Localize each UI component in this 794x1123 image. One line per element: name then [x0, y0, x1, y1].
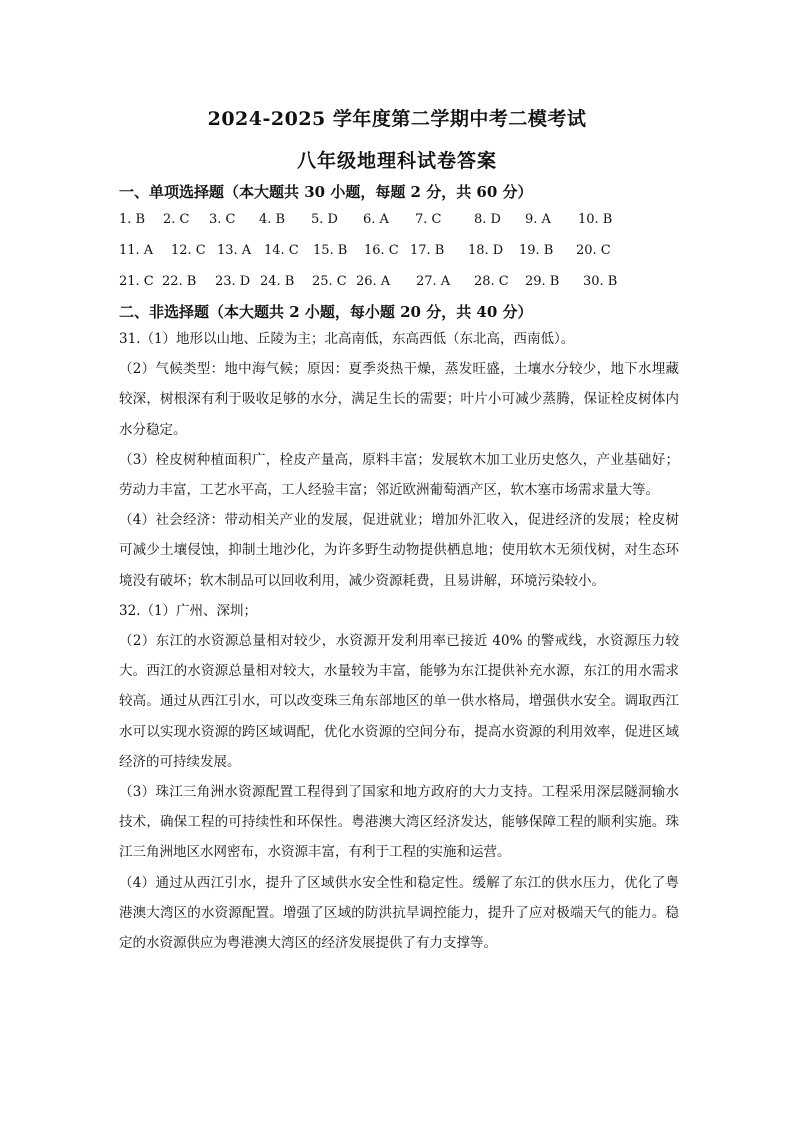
- mc-answer: 18. D: [468, 243, 504, 258]
- mc-answer: 21. C: [119, 274, 154, 289]
- mc-answer: 11. A: [119, 243, 154, 258]
- mc-answer: 25. C: [312, 274, 347, 289]
- answer-31-2: （2）气候类型：地中海气候；原因：夏季炎热干燥，蒸发旺盛，土壤水分较少，地下水埋藏较深，树根深有利于吸收足够的水分，满足生长的需要；叶片小可减少蒸腾，保证栓皮树体内水分稳定。: [119, 361, 679, 438]
- mc-answer: 7. C: [415, 212, 442, 227]
- mc-answer: 26. A: [356, 274, 391, 289]
- mc-answer: 17. B: [410, 243, 445, 258]
- answer-31-4: （4）社会经济：带动相关产业的发展，促进就业；增加外汇收入，促进经济的发展；栓皮树可减少土壤侵蚀，抑制土地沙化，为许多野生动物提供栖息地；使用软木无须伐树，对生态环境没有破坏；软木制品可以回收利用，减少资源耗费，且易讲解，环境污染较小。: [119, 512, 679, 589]
- exam-subtitle: 八年级地理科试卷答案: [296, 150, 497, 172]
- mc-answer: 4. B: [259, 212, 286, 227]
- section-1-heading: 一、单项选择题（本大题共 30 小题，每题 2 分，共 60 分）: [119, 183, 533, 201]
- mc-answer: 20. C: [576, 243, 611, 258]
- mc-answer: 27. A: [416, 274, 451, 289]
- mc-answer: 6. A: [363, 212, 389, 227]
- answer-32-3: （3）珠江三角洲水资源配置工程得到了国家和地方政府的大力支持。工程采用深层隧洞输水技术，确保工程的可持续性和环保性。粤港澳大湾区经济发达，能够保障工程的顺利实施。珠江三角洲地区水网密布，水资源丰富，有利于工程的实施和运营。: [119, 784, 679, 861]
- mc-answer: 13. A: [217, 243, 252, 258]
- mc-answer: 10. B: [578, 212, 613, 227]
- answer-32-1: 32.（1）广州、深圳；: [119, 602, 258, 619]
- mc-answer: 14. C: [264, 243, 299, 258]
- mc-answer: 24. B: [260, 274, 295, 289]
- mc-answer: 1. B: [119, 212, 146, 227]
- answer-31-1: 31.（1）地形以山地、丘陵为主；北高南低，东高西低（东北高，西南低）。: [119, 331, 575, 347]
- section-2-heading: 二、非选择题（本大题共 2 小题，每小题 20 分，共 40 分）: [119, 303, 533, 321]
- mc-answer: 15. B: [313, 243, 348, 258]
- mc-answer: 2. C: [163, 212, 190, 227]
- mc-answer: 3. C: [209, 212, 236, 227]
- mc-answer: 19. B: [519, 243, 554, 258]
- mc-answer: 22. B: [162, 274, 197, 289]
- section-2-answers: [119, 324, 679, 958]
- mc-answer: 5. D: [311, 212, 338, 227]
- mc-answer: 23. D: [215, 274, 251, 289]
- mc-answer: 12. C: [171, 243, 206, 258]
- mc-answer: 8. D: [474, 212, 501, 227]
- answer-32-4: （4）通过从西江引水，提升了区域供水安全性和稳定性。缓解了东江的供水压力，优化了粤港澳大湾区的水资源配置。增强了区域的防洪抗旱调控能力，提升了应对极端天气的能力。稳定的水资源供应为粤港澳大湾区的经济发展提供了有力支撑等。: [119, 874, 679, 952]
- mc-answer: 30. B: [583, 274, 618, 289]
- exam-title: 2024-2025 学年度第二学期中考二模考试: [207, 108, 587, 130]
- mc-answer: 28. C: [474, 274, 509, 289]
- answer-32-2: （2）东江的水资源总量相对较少，水资源开发利用率已接近 40% 的警戒线，水资源压力较大。西江的水资源总量相对较大，水量较为丰富，能够为东江提供补充水源，东江的用水需求较高。通过从西江引水，可以改变珠三角东部地区的单一供水格局，增强供水安全。调取西江水可以实现水资源的跨区域调配，优化水资源的空间分布，提高水资源的利用效率，促进区域经济的可持续发展。: [119, 633, 679, 770]
- mc-answer: 29. B: [525, 274, 560, 289]
- answer-31-3: （3）栓皮树种植面积广，栓皮产量高，原料丰富；发展软木加工业历史悠久，产业基础好；劳动力丰富，工艺水平高，工人经验丰富；邻近欧洲葡萄酒产区，软木塞市场需求量大等。: [119, 451, 679, 499]
- mc-answer: 16. C: [364, 243, 399, 258]
- mc-answer: 9. A: [525, 212, 551, 227]
